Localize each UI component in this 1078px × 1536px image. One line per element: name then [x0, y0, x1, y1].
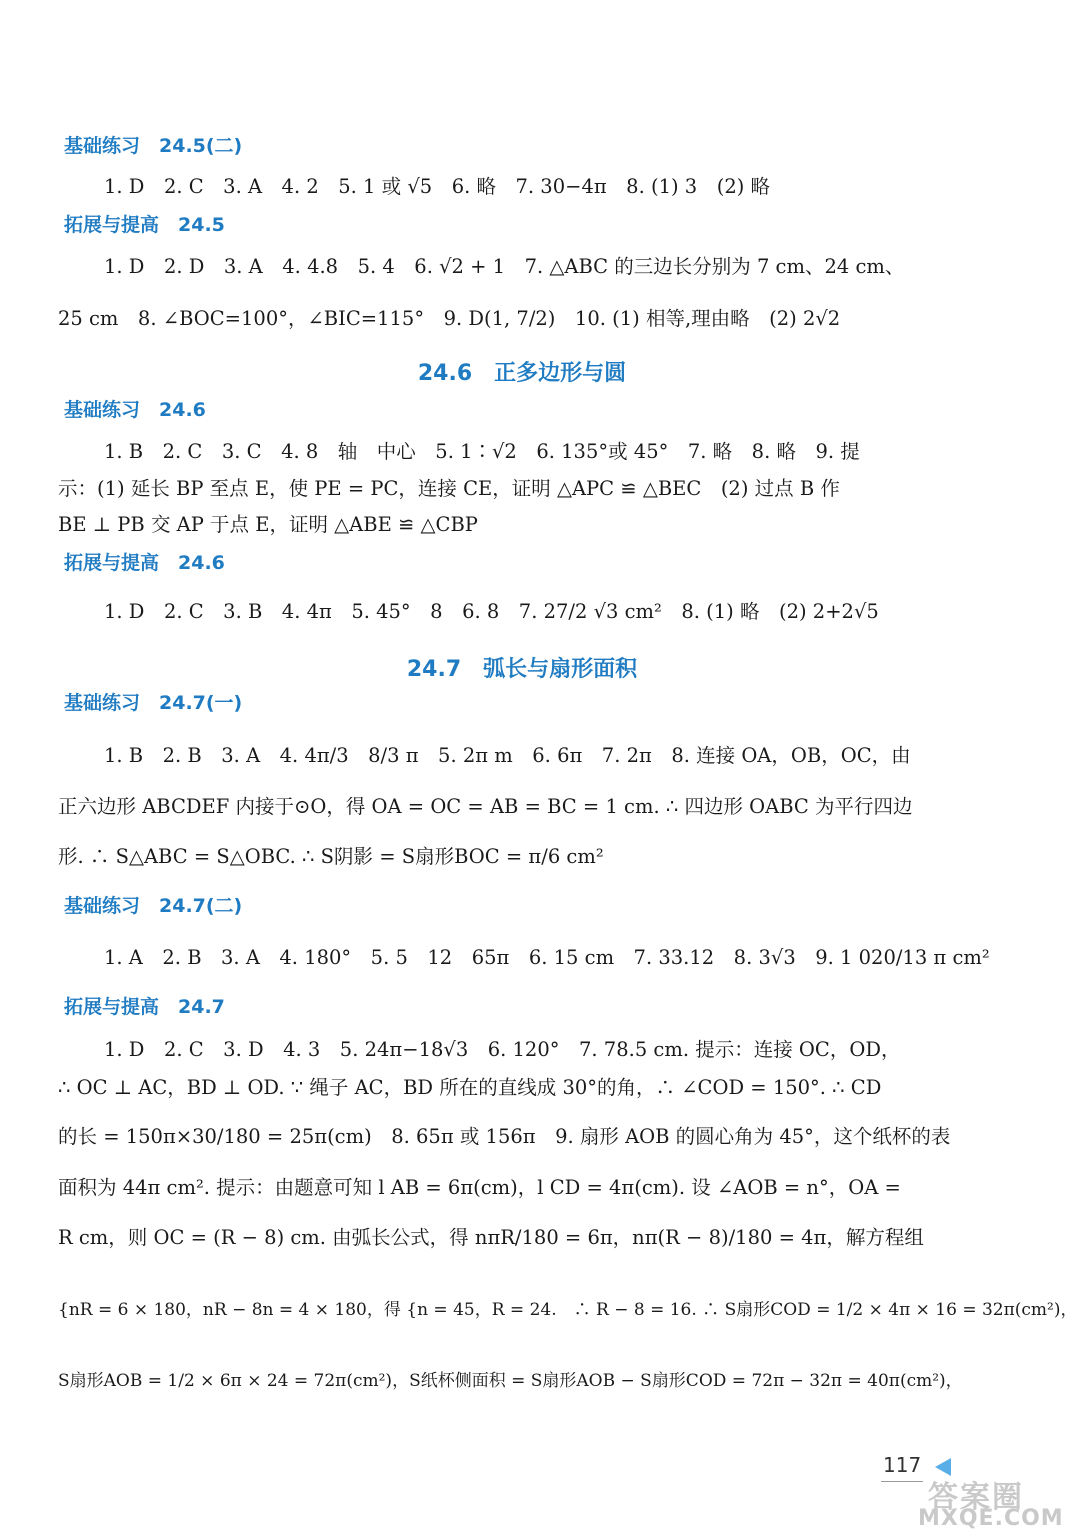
- answer-line: BE ⊥ PB 交 AP 于点 E，证明 △ABE ≌ △CBP: [58, 513, 478, 536]
- section-heading: 基础练习 24.6: [64, 399, 206, 421]
- answer-line: 1. D 2. C 3. B 4. 4π 5. 45° 8 6. 8 7. 27/2 √3 cm² 8. (1) 略 (2) 2+2√5: [104, 600, 879, 623]
- answer-line: 1. D 2. C 3. D 4. 3 5. 24π−18√3 6. 120° 7. 78.5 cm. 提示：连接 OC，OD，: [104, 1038, 901, 1061]
- answer-line: 1. B 2. C 3. C 4. 8 轴 中心 5. 1∶√2 6. 135°或 45° 7. 略 8. 略 9. 提: [104, 440, 860, 463]
- answer-line: 示：(1) 延长 BP 至点 E，使 PE = PC，连接 CE，证明 △APC ≌ △BEC (2) 过点 B 作: [58, 477, 840, 500]
- section-heading: 拓展与提高 24.5: [64, 214, 225, 236]
- chapter-title: 24.7 弧长与扇形面积: [406, 657, 638, 682]
- page-number: 117: [883, 1453, 922, 1477]
- answer-line: 1. B 2. B 3. A 4. 4π/3 8/3 π 5. 2π m 6. 6π 7. 2π 8. 连接 OA，OB，OC，由: [104, 744, 911, 767]
- section-heading: 拓展与提高 24.7: [64, 996, 225, 1018]
- answer-line: R cm，则 OC = (R − 8) cm. 由弧长公式，得 nπR/180 = 6π，nπ(R − 8)/180 = 4π，解方程组: [58, 1226, 924, 1249]
- section-heading: 基础练习 24.7(一): [64, 692, 243, 714]
- section-heading: 基础练习 24.5(二): [64, 135, 243, 157]
- answer-line: 1. D 2. D 3. A 4. 4.8 5. 4 6. √2 + 1 7. △ABC 的三边长分别为 7 cm、24 cm、: [104, 255, 905, 278]
- answer-line: {nR = 6 × 180，nR − 8n = 4 × 180，得 {n = 45，R = 24. ∴ R − 8 = 16. ∴ S扇形COD = 1/2 × 4π × 16 = 32π(cm²)，: [58, 1300, 1078, 1320]
- answer-line: 的长 = 150π×30/180 = 25π(cm) 8. 65π 或 156π 9. 扇形 AOB 的圆心角为 45°，这个纸杯的表: [58, 1125, 951, 1148]
- chapter-title: 24.6 正多边形与圆: [417, 361, 627, 386]
- watermark-url: MXQE.COM: [918, 1506, 1064, 1531]
- section-heading: 基础练习 24.7(二): [64, 895, 243, 917]
- section-heading: 拓展与提高 24.6: [64, 552, 225, 574]
- watermark-logo: [880, 1470, 1064, 1536]
- answer-line: S扇形AOB = 1/2 × 6π × 24 = 72π(cm²)，S纸杯侧面积 = S扇形AOB − S扇形COD = 72π − 32π = 40π(cm²)，: [58, 1371, 963, 1391]
- answer-line: 25 cm 8. ∠BOC=100°，∠BIC=115° 9. D(1, 7/2) 10. (1) 相等,理由略 (2) 2√2: [58, 307, 841, 330]
- watermark-text: 答案圈: [928, 1480, 1024, 1515]
- answer-line: 1. D 2. C 3. A 4. 2 5. 1 或 √5 6. 略 7. 30−4π 8. (1) 3 (2) 略: [104, 175, 771, 198]
- answer-line: 正六边形 ABCDEF 内接于⊙O，得 OA = OC = AB = BC = 1 cm. ∴ 四边形 OABC 为平行四边: [58, 795, 913, 818]
- answer-line: ∴ OC ⊥ AC，BD ⊥ OD. ∵ 绳子 AC，BD 所在的直线成 30°的角，∴ ∠COD = 150°. ∴ CD: [58, 1076, 882, 1099]
- answer-line: 面积为 44π cm². 提示：由题意可知 l AB = 6π(cm)，l CD = 4π(cm). 设 ∠AOB = n°，OA =: [58, 1176, 901, 1199]
- answer-line: 形. ∴ S△ABC = S△OBC. ∴ S阴影 = S扇形BOC = π/6 cm²: [58, 845, 604, 868]
- answer-line: 1. A 2. B 3. A 4. 180° 5. 5 12 65π 6. 15 cm 7. 33.12 8. 3√3 9. 1 020/13 π cm²: [104, 946, 990, 969]
